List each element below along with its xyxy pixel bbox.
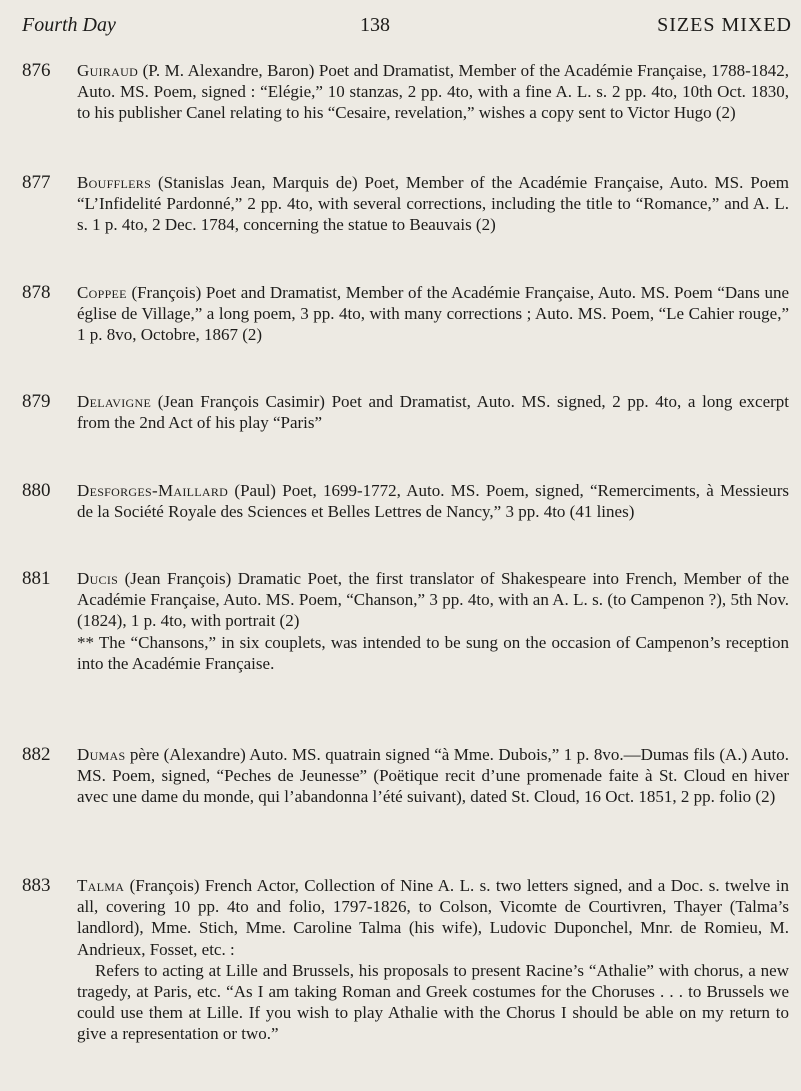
lot-name: Desforges-Maillard — [77, 481, 229, 500]
lot-text: (P. M. Alexandre, Baron) Poet and Dramatist, Member of the Académie Française, 1788-1842, Auto. MS. Poem, signed : “Elégie,” 10 stanzas, 2 pp. 4to, with a fine A. L. s. 2 pp. 4to, 10th Oct. 1830, to his publisher Canel relating to his “Cesaire, revelation,” wishes a copy sent to Victor Hugo (2) — [77, 61, 790, 123]
lot-number: 883 — [22, 875, 51, 896]
lot-text: père (Alexandre) Auto. MS. quatrain signed “à Mme. Dubois,” 1 p. 8vo.—Dumas fils (A.) Auto. MS. Poem, signed, “Peches de Jeunesse” (Poëtique recit d’une promenade faite à St. Cloud en hiver avec une dame du monde, qui l’abandonna l’été suivant), dated St. Cloud, 16 Oct. 1851, 2 pp. folio (2) — [77, 745, 789, 807]
lot-description — [77, 60, 789, 124]
lot-number: 877 — [22, 172, 51, 193]
lot-text: (François) Poet and Dramatist, Member of the Académie Française, Auto. MS. Poem “Dans une église de Village,” a long poem, 3 pp. 4to, with many corrections ; Auto. MS. Poem, “Le Cahier rouge,” 1 p. 8vo, Octobre, 1867 (2) — [77, 283, 789, 345]
lot-name: Guiraud — [77, 61, 139, 80]
lot-number: 876 — [22, 60, 51, 81]
lot-name: Delavigne — [77, 392, 152, 411]
lot-description — [77, 568, 789, 632]
lot-name: Dumas — [77, 745, 126, 764]
lot-text: (Jean François) Dramatic Poet, the first translator of Shakespeare into French, Member of the Académie Française, Auto. MS. Poem, “Chanson,” 3 pp. 4to, with an A. L. s. (to Campenon ?), 5th Nov. (1824), 1 p. 4to, with portrait (2) — [77, 569, 789, 631]
lot-description — [77, 875, 789, 960]
lot-number: 879 — [22, 391, 51, 412]
lot-note: ** The “Chansons,” in six couplets, was intended to be sung on the occasion of Campenon’s reception into the Académie Française. — [77, 632, 789, 673]
lot-name: Boufflers — [77, 173, 152, 192]
lot-number: 882 — [22, 744, 51, 765]
section-label: SIZES MIXED — [657, 14, 792, 36]
page-number: 138 — [360, 14, 390, 36]
lot-description — [77, 391, 789, 433]
page-header — [22, 14, 792, 40]
lot-description — [77, 744, 789, 808]
lot-name: Talma — [77, 876, 125, 895]
lot-text: (François) French Actor, Collection of Nine A. L. s. two letters signed, and a Doc. s. twelve in all, covering 10 pp. 4to and folio, 1797-1826, to Colson, Vicomte de Courtivren, Thayer (Talma’s landlord), Mme. Stich, Mme. Caroline Talma (his wife), Ludovic Duponchel, Mnr. de Romieu, M. Andrieux, Fosset, etc. : — [77, 876, 789, 959]
day-label: Fourth Day — [22, 14, 116, 36]
lot-text: (Stanislas Jean, Marquis de) Poet, Member of the Académie Française, Auto. MS. Poem “L’Infidelité Pardonné,” 2 pp. 4to, with several corrections, including the title to “Romance,” and A. L. s. 1 p. 4to, 2 Dec. 1784, concerning the statue to Beauvais (2) — [77, 173, 790, 235]
lot-text: (Jean François Casimir) Poet and Dramatist, Auto. MS. signed, 2 pp. 4to, a long excerpt from the 2nd Act of his play “Paris” — [77, 392, 790, 433]
lot-number: 878 — [22, 282, 51, 303]
lot-description — [77, 480, 789, 522]
lot-number: 881 — [22, 568, 51, 589]
lot-text: (Paul) Poet, 1699-1772, Auto. MS. Poem, signed, “Remerciments, à Messieurs de la Société Royale des Sciences et Belles Lettres de Nancy,” 3 pp. 4to (41 lines) — [77, 481, 790, 522]
lot-quote: Refers to acting at Lille and Brussels, his proposals to present Racine’s “Athalie” with chorus, a new tragedy, at Paris, etc. “As I am taking Roman and Greek costumes for the Choruses . . . to Brussels we could use them at Lille. If you wish to play Athalie with the Chorus I should be able on my return to give a representation or two.” — [77, 960, 789, 1044]
lot-description — [77, 282, 789, 346]
lot-description — [77, 172, 789, 236]
lot-name: Coppee — [77, 283, 127, 302]
lot-number: 880 — [22, 480, 51, 501]
lot-name: Ducis — [77, 569, 119, 588]
